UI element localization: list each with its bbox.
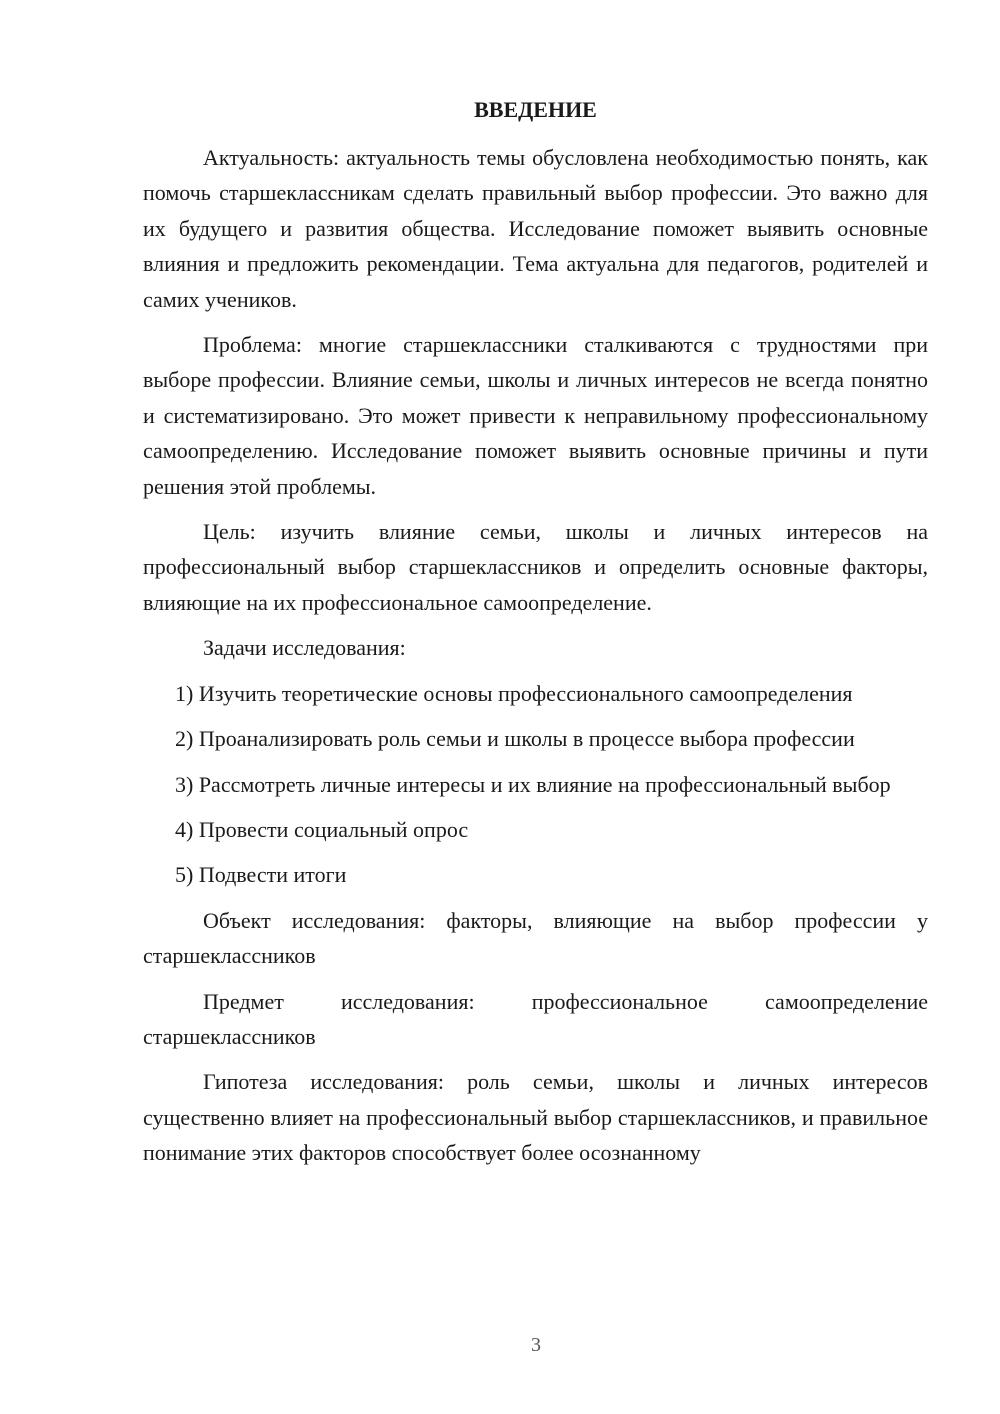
page-title: ВВЕДЕНИЕ <box>474 97 597 122</box>
task-item-1: 1) Изучить теоретические основы профессионального самоопределения <box>175 680 853 706</box>
task-item-2: 2) Проанализировать роль семьи и школы в процессе выбора профессии <box>175 726 855 752</box>
task-item-5: 5) Подвести итоги <box>175 862 347 888</box>
document-body <box>143 140 928 1181</box>
task-item-4: 4) Провести социальный опрос <box>175 816 469 842</box>
page-number: 3 <box>531 1334 541 1356</box>
problem-paragraph: Проблема: многие старшеклассники сталкиваются с трудностями при выборе профессии. Влияние семьи, школы и личных интересов не всегда понятно и систематизировано. Это может привести к неправильному профессиональному самоопределению. Исследование поможет выявить основные причины и пути решения этой проблемы. <box>143 332 928 499</box>
task-item-3: 3) Рассмотреть личные интересы и их влияние на профессиональный выбор <box>175 771 891 797</box>
tasks-heading: Задачи исследования: <box>203 635 406 661</box>
object-paragraph: Объект исследования: факторы, влияющие на выбор профессии у старшеклассников <box>143 907 928 969</box>
goal-paragraph: Цель: изучить влияние семьи, школы и личных интересов на профессиональный выбор старшеклассников и определить основные факторы, влияющие на их профессиональное самоопределение. <box>143 519 928 615</box>
subject-paragraph: Предмет исследования: профессиональное самоопределение старшеклассников <box>143 988 928 1049</box>
hypothesis-paragraph: Гипотеза исследования: роль семьи, школы и личных интересов существенно влияет на профессиональный выбор старшеклассников, и правильное понимание этих факторов способствует более осознанному <box>143 1069 928 1166</box>
relevance-paragraph: Актуальность: актуальность темы обусловлена необходимостью понять, как помочь старшеклассникам сделать правильный выбор профессии. Это важно для их будущего и развития общества. Исследование поможет выявить основные влияния и предложить рекомендации. Тема актуальна для педагогов, родителей и самих учеников. <box>143 145 928 312</box>
